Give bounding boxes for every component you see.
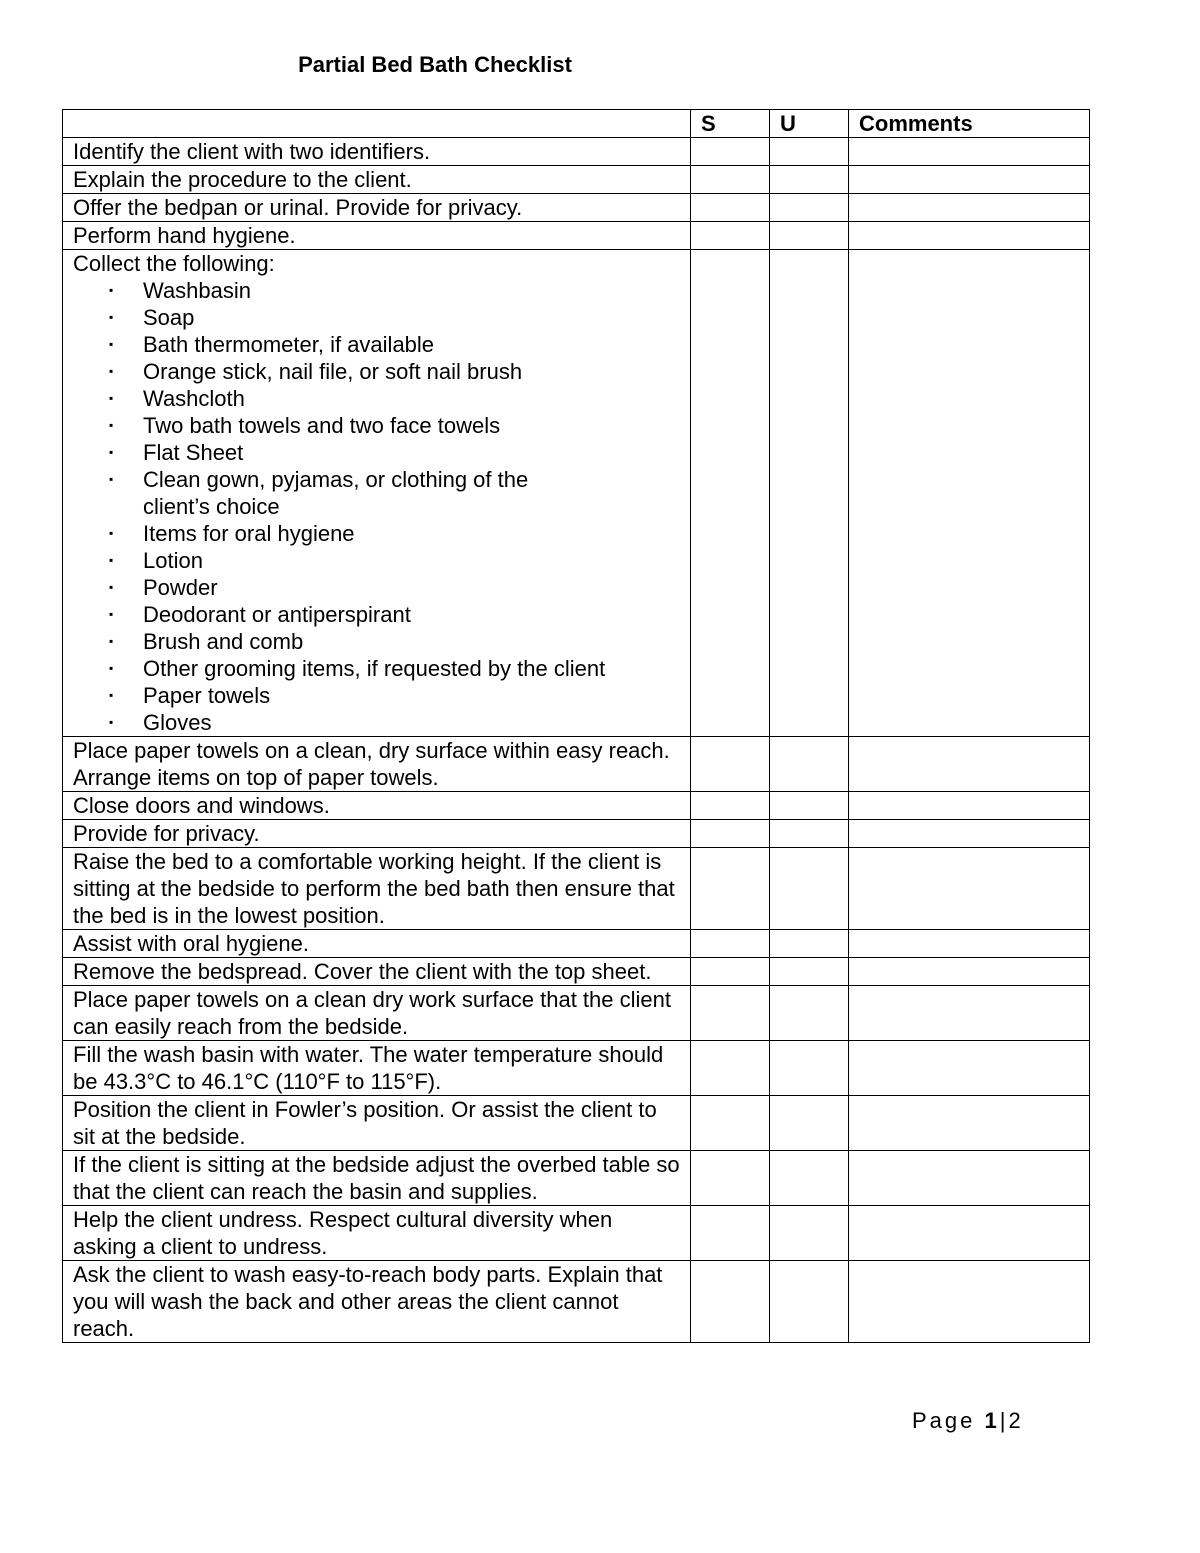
s-cell[interactable] [691, 820, 770, 848]
s-cell[interactable] [691, 166, 770, 194]
comments-cell[interactable] [849, 958, 1090, 986]
s-cell[interactable] [691, 958, 770, 986]
u-cell[interactable] [770, 848, 849, 930]
table-row [63, 792, 1090, 820]
comments-cell[interactable] [849, 138, 1090, 166]
header-row [63, 110, 1090, 138]
list-item: ▪ Gloves [73, 709, 680, 736]
step-text: Offer the bedpan or urinal. Provide for privacy. [63, 194, 691, 222]
unsatisfactory-header: U [770, 110, 849, 138]
collect-label: Collect the following: [73, 251, 275, 276]
u-cell[interactable] [770, 1206, 849, 1261]
table-row [63, 820, 1090, 848]
s-cell[interactable] [691, 1206, 770, 1261]
page-word: Page [912, 1408, 976, 1433]
s-cell[interactable] [691, 1151, 770, 1206]
supply-list [73, 277, 680, 736]
u-cell[interactable] [770, 194, 849, 222]
table-row [63, 222, 1090, 250]
comments-cell[interactable] [849, 1261, 1090, 1343]
step-text: Position the client in Fowler’s position. Or assist the client to sit at the bedside. [63, 1096, 691, 1151]
step-text: Place paper towels on a clean, dry surface within easy reach. Arrange items on top of paper towels. [63, 737, 691, 792]
page-separator: | [999, 1408, 1009, 1433]
u-cell[interactable] [770, 222, 849, 250]
table-row [63, 1151, 1090, 1206]
comments-cell[interactable] [849, 1151, 1090, 1206]
u-cell[interactable] [770, 737, 849, 792]
list-item: ▪ Paper towels [73, 682, 680, 709]
u-cell[interactable] [770, 250, 849, 737]
list-item: ▪ Bath thermometer, if available [73, 331, 680, 358]
checklist-table [62, 109, 1090, 1343]
step-header [63, 110, 691, 138]
comments-cell[interactable] [849, 986, 1090, 1041]
u-cell[interactable] [770, 1261, 849, 1343]
list-item: ▪ Flat Sheet [73, 439, 680, 466]
comments-cell[interactable] [849, 1041, 1090, 1096]
table-row [63, 1261, 1090, 1343]
list-item: ▪ Powder [73, 574, 680, 601]
s-cell[interactable] [691, 250, 770, 737]
s-cell[interactable] [691, 848, 770, 930]
s-cell[interactable] [691, 222, 770, 250]
comments-cell[interactable] [849, 848, 1090, 930]
list-item: ▪ Other grooming items, if requested by the client [73, 655, 680, 682]
step-text: If the client is sitting at the bedside adjust the overbed table so that the client can reach the basin and supplies. [63, 1151, 691, 1206]
step-text: Explain the procedure to the client. [63, 166, 691, 194]
comments-cell[interactable] [849, 792, 1090, 820]
table-row [63, 166, 1090, 194]
page-number [912, 1408, 1024, 1434]
s-cell[interactable] [691, 737, 770, 792]
u-cell[interactable] [770, 792, 849, 820]
list-item: ▪ Washcloth [73, 385, 680, 412]
u-cell[interactable] [770, 820, 849, 848]
u-cell[interactable] [770, 166, 849, 194]
s-cell[interactable] [691, 1096, 770, 1151]
comments-cell[interactable] [849, 1206, 1090, 1261]
collect-cell [63, 250, 691, 737]
comments-header: Comments [849, 110, 1090, 138]
step-text: Assist with oral hygiene. [63, 930, 691, 958]
list-item: ▪ Soap [73, 304, 680, 331]
table-row [63, 194, 1090, 222]
list-item: ▪ Orange stick, nail file, or soft nail brush [73, 358, 680, 385]
table-row [63, 1096, 1090, 1151]
table-row [63, 848, 1090, 930]
comments-cell[interactable] [849, 1096, 1090, 1151]
table-row [63, 986, 1090, 1041]
s-cell[interactable] [691, 986, 770, 1041]
table-row-collect [63, 250, 1090, 737]
comments-cell[interactable] [849, 166, 1090, 194]
step-text: Close doors and windows. [63, 792, 691, 820]
list-item: ▪ Deodorant or antiperspirant [73, 601, 680, 628]
u-cell[interactable] [770, 930, 849, 958]
step-text: Place paper towels on a clean dry work surface that the client can easily reach from the bedside. [63, 986, 691, 1041]
current-page: 1 [984, 1408, 1000, 1433]
u-cell[interactable] [770, 138, 849, 166]
table-row [63, 930, 1090, 958]
s-cell[interactable] [691, 930, 770, 958]
table-row [63, 737, 1090, 792]
u-cell[interactable] [770, 958, 849, 986]
u-cell[interactable] [770, 1151, 849, 1206]
comments-cell[interactable] [849, 737, 1090, 792]
step-text: Provide for privacy. [63, 820, 691, 848]
u-cell[interactable] [770, 1096, 849, 1151]
table-row [63, 1041, 1090, 1096]
list-item: ▪ Washbasin [73, 277, 680, 304]
step-text: Remove the bedspread. Cover the client with the top sheet. [63, 958, 691, 986]
list-item: ▪ Items for oral hygiene [73, 520, 680, 547]
s-cell[interactable] [691, 1261, 770, 1343]
u-cell[interactable] [770, 986, 849, 1041]
s-cell[interactable] [691, 792, 770, 820]
step-text: Ask the client to wash easy-to-reach body parts. Explain that you will wash the back and other areas the client cannot reach. [63, 1261, 691, 1343]
comments-cell[interactable] [849, 930, 1090, 958]
comments-cell[interactable] [849, 194, 1090, 222]
table-row [63, 958, 1090, 986]
s-cell[interactable] [691, 194, 770, 222]
comments-cell[interactable] [849, 820, 1090, 848]
page-title: Partial Bed Bath Checklist [298, 52, 572, 77]
step-text: Perform hand hygiene. [63, 222, 691, 250]
s-cell[interactable] [691, 138, 770, 166]
step-text: Identify the client with two identifiers. [63, 138, 691, 166]
comments-cell[interactable] [849, 222, 1090, 250]
total-pages: 2 [1008, 1408, 1024, 1433]
table-row [63, 138, 1090, 166]
comments-cell[interactable] [849, 250, 1090, 737]
satisfactory-header: S [691, 110, 770, 138]
list-item: ▪ Clean gown, pyjamas, or clothing of the client’s choice [73, 466, 680, 520]
list-item: ▪ Brush and comb [73, 628, 680, 655]
list-item: ▪ Lotion [73, 547, 680, 574]
s-cell[interactable] [691, 1041, 770, 1096]
table-row [63, 1206, 1090, 1261]
step-text: Fill the wash basin with water. The water temperature should be 43.3°C to 46.1°C (110°F to 115°F). [63, 1041, 691, 1096]
list-item: ▪ Two bath towels and two face towels [73, 412, 680, 439]
step-text: Help the client undress. Respect cultural diversity when asking a client to undress. [63, 1206, 691, 1261]
u-cell[interactable] [770, 1041, 849, 1096]
step-text: Raise the bed to a comfortable working height. If the client is sitting at the bedside to perform the bed bath then ensure that the bed is in the lowest position. [63, 848, 691, 930]
